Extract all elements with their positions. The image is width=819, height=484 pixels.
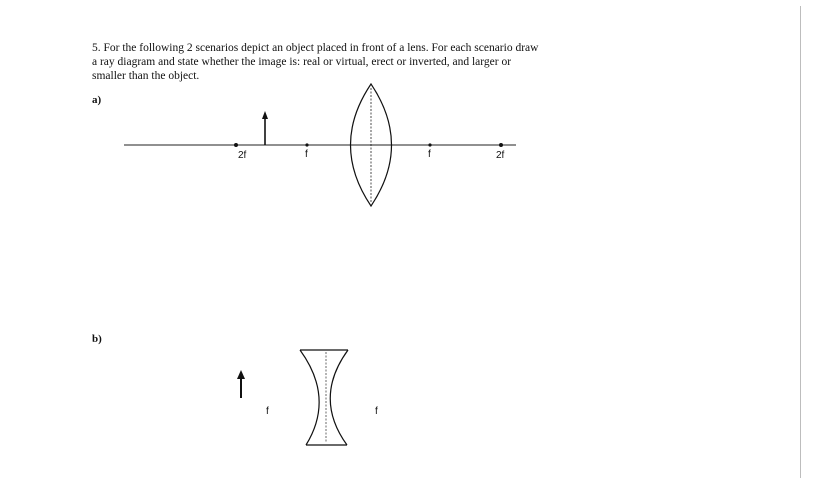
object-arrow-b-icon	[237, 370, 245, 398]
label-f-left-b: f	[266, 406, 269, 417]
diagram-b	[237, 350, 378, 445]
label-2f-right: 2f	[496, 150, 505, 161]
diverging-lens-icon	[300, 350, 348, 445]
question-line-3: smaller than the object.	[92, 70, 200, 82]
object-arrow-a-icon	[262, 111, 268, 145]
focal-point-2f-right	[499, 143, 503, 147]
part-b-label: b)	[92, 333, 102, 345]
label-f-right-b: f	[375, 406, 378, 417]
label-f-left: f	[305, 149, 308, 160]
label-2f-left: 2f	[238, 150, 247, 161]
part-a-label: a)	[92, 94, 102, 106]
diagram-a	[124, 84, 516, 206]
question-line-2: a ray diagram and state whether the image is: real or virtual, erect or inverted, and larger or	[92, 56, 512, 68]
label-f-right: f	[428, 149, 431, 160]
question-line-1: 5. For the following 2 scenarios depict an object placed in front of a lens. For each scenario draw	[92, 42, 539, 54]
focal-point-f-right	[428, 143, 431, 146]
focal-point-f-left	[305, 143, 308, 146]
focal-point-2f-left	[234, 143, 238, 147]
